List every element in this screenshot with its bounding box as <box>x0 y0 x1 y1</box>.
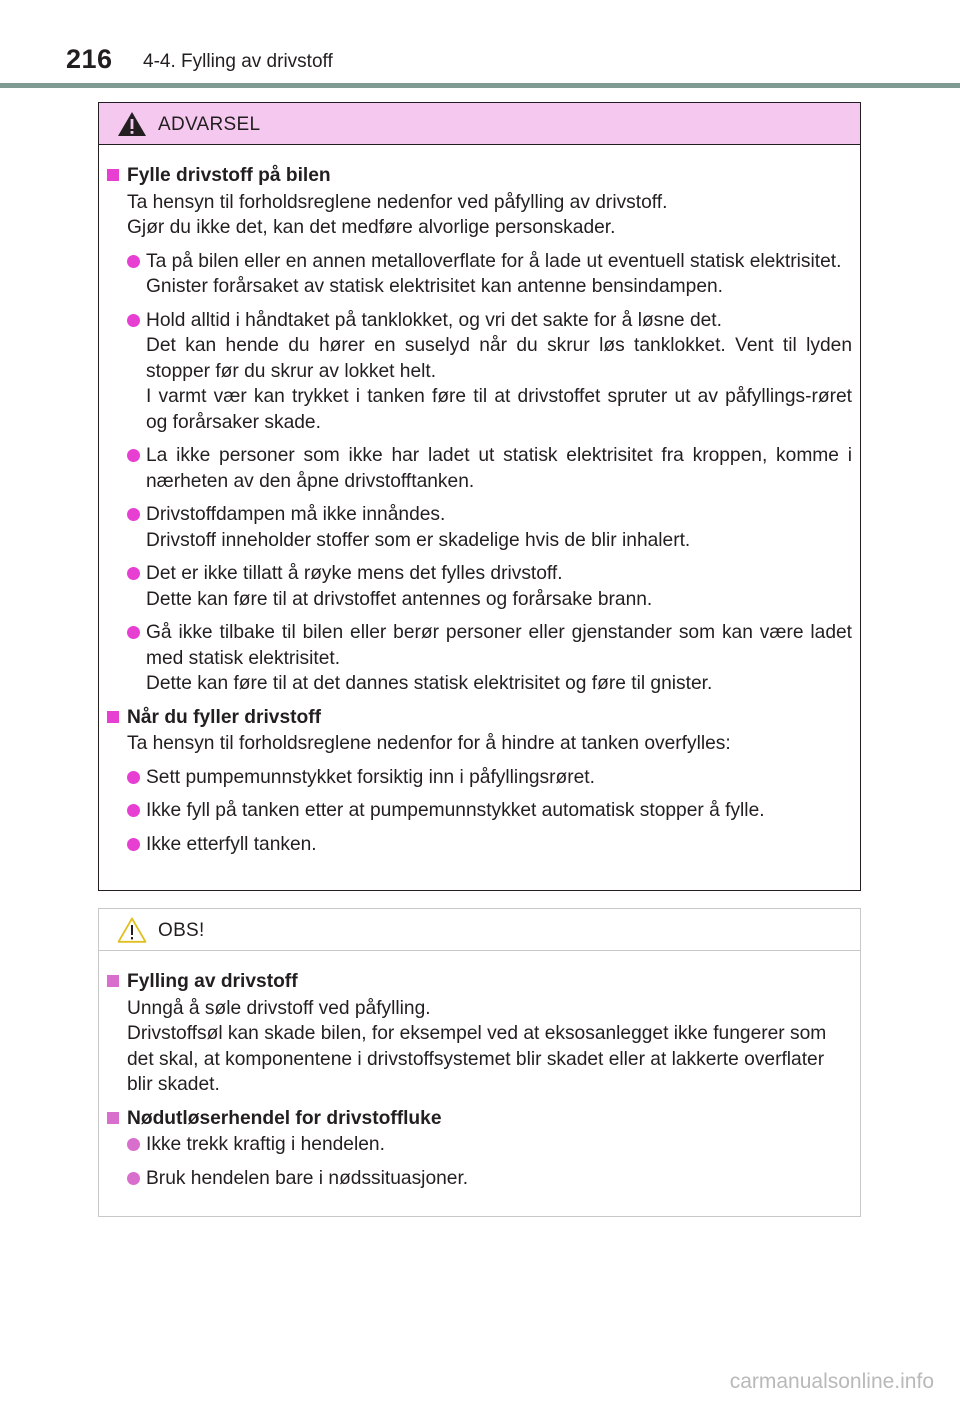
square-bullet-icon <box>107 711 119 723</box>
warning-title: ADVARSEL <box>158 114 261 135</box>
circle-bullet-icon <box>127 626 140 639</box>
intro-line: Drivstoffsøl kan skade bilen, for eksempel ved at eksosanlegget ikke fungerer som det skal, at komponentene i drivstoffsystemet blir skadet eller at lakkerte overflater blir skadet. <box>127 1023 827 1095</box>
circle-bullet-icon <box>127 567 140 580</box>
bullet-item <box>106 620 852 697</box>
circle-bullet-icon <box>127 255 140 268</box>
section-heading-text: Fylle drivstoff på bilen <box>127 165 331 186</box>
bullet-item <box>106 308 852 436</box>
circle-bullet-icon <box>127 771 140 784</box>
intro-line: Unngå å søle drivstoff ved påfylling. <box>127 997 431 1019</box>
square-bullet-icon <box>107 975 119 987</box>
circle-bullet-icon <box>127 804 140 817</box>
section-heading-text: Fylling av drivstoff <box>127 971 298 992</box>
circle-bullet-icon <box>127 508 140 521</box>
square-bullet-icon <box>107 1112 119 1124</box>
bullet-line: Bruk hendelen bare i nødssituasjoner. <box>146 1167 469 1189</box>
bullet-line: Ikke etterfyll tanken. <box>146 833 317 855</box>
bullet-item <box>106 561 852 612</box>
bullet-line: Ikke trekk kraftig i hendelen. <box>146 1134 385 1155</box>
bullet-line: Gnister forårsaket av statisk elektrisitet kan antenne bensindampen. <box>146 276 723 297</box>
circle-bullet-icon <box>127 838 140 851</box>
warning-box <box>98 102 861 891</box>
circle-bullet-icon <box>127 1172 140 1185</box>
circle-bullet-icon <box>127 449 140 462</box>
notice-box <box>98 908 861 1217</box>
notice-box-header <box>99 909 860 951</box>
warning-icon <box>117 111 147 137</box>
section-heading <box>106 1106 852 1132</box>
bullet-item <box>106 1166 852 1192</box>
section-heading <box>106 163 852 189</box>
warning-box-header <box>99 103 860 145</box>
square-bullet-icon <box>107 169 119 181</box>
section-heading-text: Når du fyller drivstoff <box>127 706 322 728</box>
bullet-line: Hold alltid i håndtaket på tanklokket, og vri det sakte for å løsne det. <box>146 309 722 331</box>
bullet-line: Drivstoff inneholder stoffer som er skadelige hvis de blir inhalert. <box>146 529 691 551</box>
intro-line: Ta hensyn til forholdsreglene nedenfor for å hindre at tanken overfylles: <box>127 733 731 754</box>
header-divider <box>0 83 960 88</box>
notice-body <box>99 951 860 1191</box>
section-title: 4-4. Fylling av drivstoff <box>143 51 333 72</box>
notice-title: OBS! <box>158 920 205 941</box>
circle-bullet-icon <box>127 1138 140 1151</box>
bullet-line: I varmt vær kan trykket i tanken føre til at drivstoffet spruter ut av påfyllings-røret og forårsaker skade. <box>146 386 852 433</box>
page-header <box>0 0 960 90</box>
section-intro <box>106 731 852 757</box>
watermark: carmanualsonline.info <box>729 1370 934 1393</box>
bullet-line: La ikke personer som ikke har ladet ut statisk elektrisitet fra kroppen, komme i nærheten av den åpne drivstofftanken. <box>146 445 852 492</box>
section-intro <box>106 190 852 241</box>
bullet-item <box>106 249 852 300</box>
intro-line: Gjør du ikke det, kan det medføre alvorlige personskader. <box>127 217 616 238</box>
bullet-item <box>106 1132 852 1158</box>
section-heading-text: Nødutløserhendel for drivstoffluke <box>127 1107 442 1129</box>
section-intro <box>106 996 852 1098</box>
intro-line: Ta hensyn til forholdsreglene nedenfor ved påfylling av drivstoff. <box>127 191 668 213</box>
bullet-line: Gå ikke tilbake til bilen eller berør personer eller gjenstander som kan være ladet med statisk elektrisitet. <box>146 622 852 669</box>
bullet-item <box>106 798 852 824</box>
bullet-line: Ikke fyll på tanken etter at pumpemunnstykket automatisk stopper å fylle. <box>146 800 765 821</box>
bullet-line: Dette kan føre til at drivstoffet antennes og forårsake brann. <box>146 588 653 610</box>
bullet-item <box>106 832 852 858</box>
bullet-line: Det kan hende du hører en suselyd når du skrur løs tanklokket. Vent til lyden stopper før du skrur av lokket helt. <box>146 335 852 382</box>
caution-icon <box>117 917 147 943</box>
warning-body <box>99 145 860 857</box>
circle-bullet-icon <box>127 314 140 327</box>
page-number: 216 <box>66 44 113 74</box>
bullet-line: Sett pumpemunnstykket forsiktig inn i påfyllingsrøret. <box>146 766 595 788</box>
section-heading <box>106 705 852 731</box>
bullet-item <box>106 443 852 494</box>
bullet-item <box>106 502 852 553</box>
bullet-line: Det er ikke tillatt å røyke mens det fylles drivstoff. <box>146 563 563 584</box>
section-heading <box>106 969 852 995</box>
bullet-line: Drivstoffdampen må ikke innåndes. <box>146 504 446 525</box>
bullet-item <box>106 765 852 791</box>
bullet-line: Ta på bilen eller en annen metalloverflate for å lade ut eventuell statisk elektrisitet. <box>146 250 842 272</box>
bullet-line: Dette kan føre til at det dannes statisk elektrisitet og føre til gnister. <box>146 673 713 694</box>
